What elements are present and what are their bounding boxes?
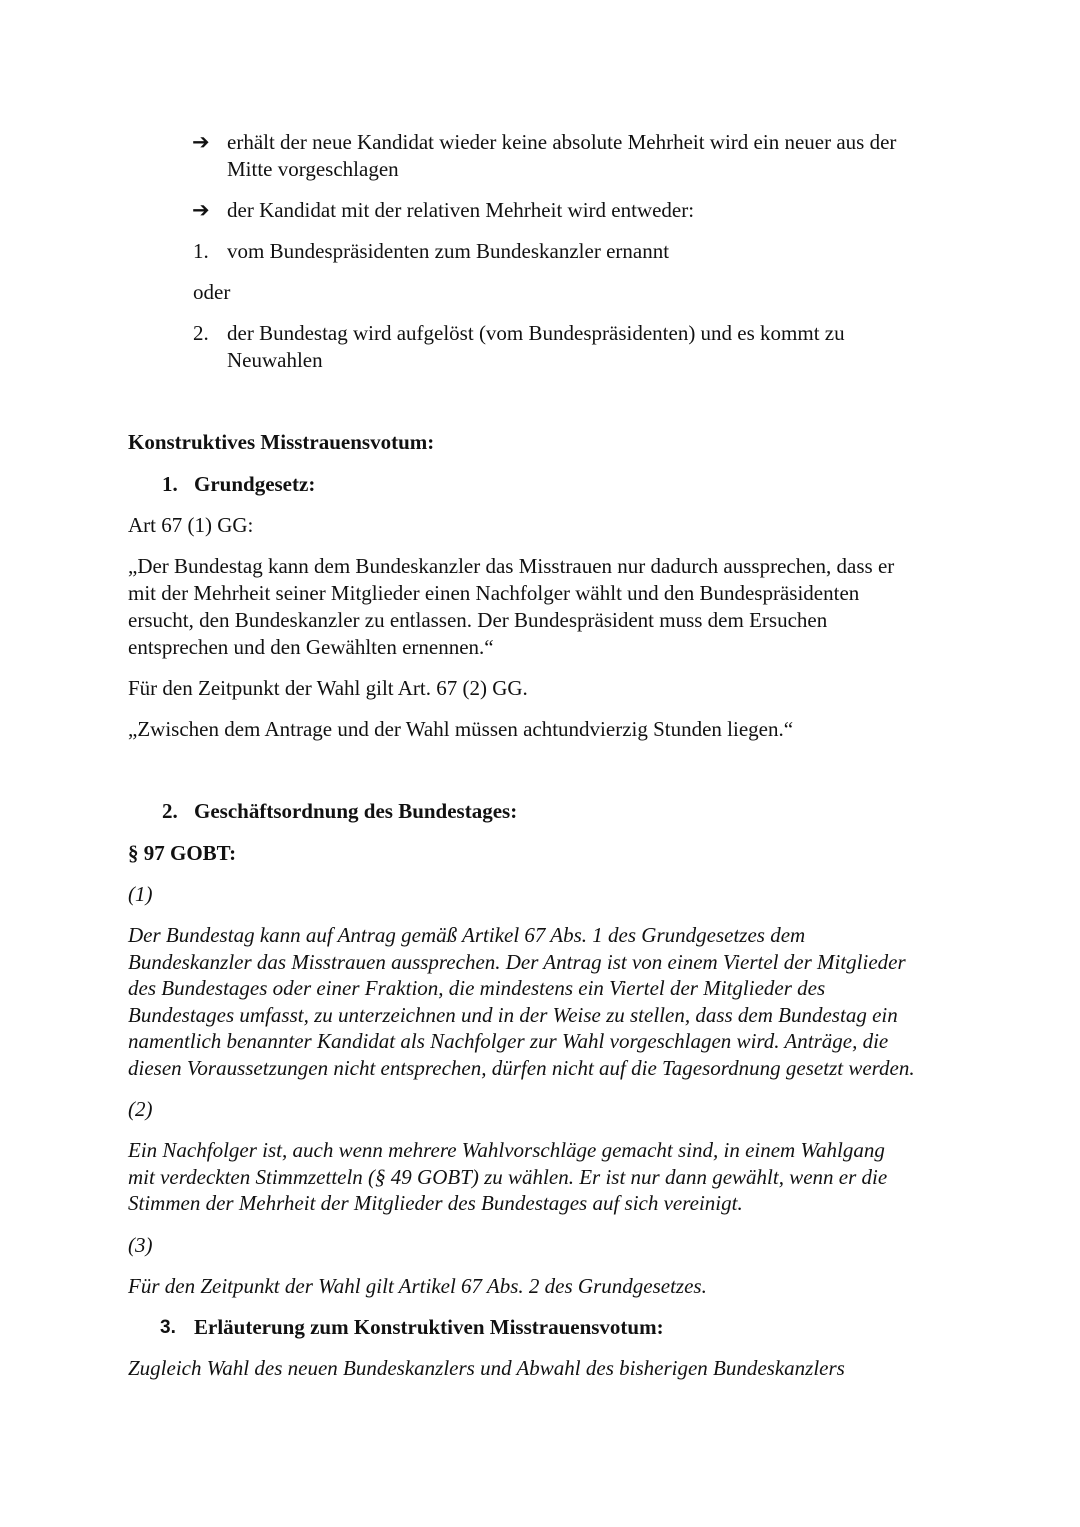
arrow-right-icon: ➔	[192, 130, 210, 154]
para1-label: (1)	[128, 882, 153, 906]
sub3-text: Zugleich Wahl des neuen Bundeskanzlers und Abwahl des bisherigen Bundeskanzlers	[128, 1356, 845, 1380]
arrow-right-icon: ➔	[192, 198, 210, 222]
quote-line-4: entsprechen und den Gewählten ernennen.“	[128, 635, 494, 659]
sub1-number: 1.	[162, 472, 178, 496]
bullet-1-line-1: erhält der neue Kandidat wieder keine absolute Mehrheit wird ein neuer aus der	[227, 130, 897, 154]
para1-line-5: namentlich benannter Kandidat als Nachfolger zur Wahl vorgeschlagen wird. Anträge, die	[128, 1029, 889, 1053]
option-2-number: 2.	[193, 321, 209, 345]
option-1-text: vom Bundespräsidenten zum Bundeskanzler ernannt	[227, 239, 670, 263]
sub3-number: 3.	[160, 1317, 176, 1338]
sub1-title: Grundgesetz:	[194, 472, 316, 496]
section-title: Konstruktives Misstrauensvotum:	[128, 430, 435, 454]
option-separator: oder	[193, 280, 231, 304]
para1-line-6: diesen Voraussetzungen nicht entsprechen, dürfen nicht auf die Tagesordnung gesetzt werden.	[128, 1056, 915, 1080]
option-1-number: 1.	[193, 239, 209, 263]
option-2-line-1: der Bundestag wird aufgelöst (vom Bundespräsidenten) und es kommt zu	[227, 321, 845, 345]
paragraph-title: § 97 GOBT:	[128, 841, 237, 865]
para1-line-4: Bundestages umfasst, zu unterzeichnen und in der Weise zu stellen, dass dem Bundestag ein	[128, 1003, 898, 1027]
quote-2: „Zwischen dem Antrage und der Wahl müssen achtundvierzig Stunden liegen.“	[128, 717, 794, 741]
para2-line-1: Ein Nachfolger ist, auch wenn mehrere Wahlvorschläge gemacht sind, in einem Wahlgang	[128, 1138, 885, 1162]
para3-label: (3)	[128, 1233, 153, 1257]
para1-line-3: des Bundestages oder einer Fraktion, die mindestens ein Viertel der Mitglieder des	[128, 976, 826, 1000]
quote-line-1: „Der Bundestag kann dem Bundeskanzler das Misstrauen nur dadurch aussprechen, dass er	[128, 554, 895, 578]
timing-text: Für den Zeitpunkt der Wahl gilt Art. 67 (2) GG.	[128, 676, 528, 700]
option-2-line-2: Neuwahlen	[227, 348, 323, 372]
sub2-number: 2.	[162, 799, 178, 823]
para1-line-2: Bundeskanzler das Misstrauen aussprechen. Der Antrag ist von einem Viertel der Mitglieder	[128, 950, 906, 974]
quote-line-2: mit der Mehrheit seiner Mitglieder einen Nachfolger wählt und den Bundespräsidenten	[128, 581, 860, 605]
sub3-title: Erläuterung zum Konstruktiven Misstrauensvotum:	[194, 1315, 664, 1339]
bullet-1-line-2: Mitte vorgeschlagen	[227, 157, 399, 181]
article-reference: Art 67 (1) GG:	[128, 513, 254, 537]
sub2-title: Geschäftsordnung des Bundestages:	[194, 799, 518, 823]
para2-line-3: Stimmen der Mehrheit der Mitglieder des Bundestages auf sich vereinigt.	[128, 1191, 743, 1215]
para1-line-1: Der Bundestag kann auf Antrag gemäß Artikel 67 Abs. 1 des Grundgesetzes dem	[128, 923, 806, 947]
para2-label: (2)	[128, 1097, 153, 1121]
para3-text: Für den Zeitpunkt der Wahl gilt Artikel 67 Abs. 2 des Grundgesetzes.	[128, 1274, 707, 1298]
bullet-2-line-1: der Kandidat mit der relativen Mehrheit wird entweder:	[227, 198, 695, 222]
quote-line-3: ersucht, den Bundeskanzler zu entlassen. Der Bundespräsident muss dem Ersuchen	[128, 608, 828, 632]
para2-line-2: mit verdeckten Stimmzetteln (§ 49 GOBT) zu wählen. Er ist nur dann gewählt, wenn er die	[128, 1165, 888, 1189]
